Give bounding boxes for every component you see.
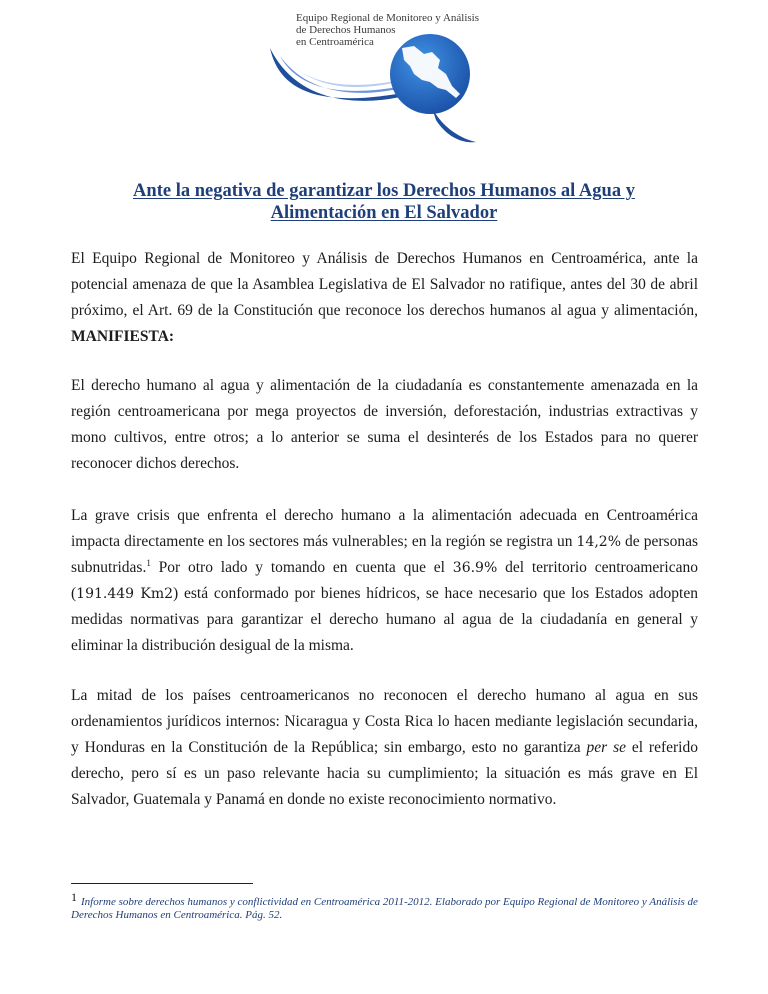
- paragraph-crisis-text-d: del territorio centroamericano (: [71, 559, 698, 602]
- paragraph-crisis-text-c: Por otro lado y tomando en cuenta que el: [150, 559, 453, 576]
- paragraph-legal-text-a: La mitad de los países centroamericanos no reconocen el derecho humano al agua en sus ordenamientos jurídicos internos: Nicaragua y Costa Rica lo hacen mediante legislación secundaria, y Honduras en la Constitución de la República; sin embargo, esto no garantiza: [71, 687, 698, 756]
- footnote-mark: 1: [71, 890, 77, 904]
- paragraph-crisis-text-b: de personas subnutridas.: [71, 533, 698, 576]
- paragraph-crisis-text-e: ) está conformado por bienes hídricos, se hace necesario que los Estados adopten medidas normativas para garantizar el derecho humano al agua de la ciudadanía en general y eliminar la distribución desigual de la misma.: [71, 585, 698, 654]
- water-territory-percentage: 36.9%: [452, 560, 498, 576]
- logo-text-line-3: en Centroamérica: [296, 36, 374, 48]
- footnote-divider: [71, 883, 253, 884]
- footnote-text: Informe sobre derechos humanos y conflictividad en Centroamérica 2011-2012. Elaborado por Equipo Regional de Monitoreo y Análisis de Derechos Humanos en Centroamérica. Pág. 52.: [71, 896, 698, 921]
- logo-text: [296, 12, 536, 48]
- footnote-reference[interactable]: 1: [146, 557, 151, 568]
- footnote: [71, 890, 698, 922]
- paragraph-intro: [71, 246, 698, 350]
- water-territory-area: 191.449 Km2: [76, 586, 174, 602]
- manifiesta-heading: MANIFIESTA:: [71, 328, 175, 345]
- title-line-2: Alimentación en El Salvador: [270, 203, 498, 223]
- paragraph-legal-text-b: el referido derecho, pero sí es un paso relevante hacia su cumplimiento; la situación es más grave en El Salvador, Guatemala y Panamá en donde no existe reconocimiento normativo.: [71, 739, 698, 808]
- logo-text-line-2: de Derechos Humanos: [296, 24, 396, 36]
- logo-q-tail: [432, 108, 476, 142]
- document-title: [70, 180, 698, 224]
- paragraph-intro-text: El Equipo Regional de Monitoreo y Análisis de Derechos Humanos en Centroamérica, ante la potencial amenaza de que la Asamblea Legislativa de El Salvador no ratifique, antes del 30 de abril próximo, el Art. 69 de la Constitución que reconoce los derechos humanos al agua y alimentación,: [71, 250, 698, 319]
- per-se-italic: per se: [586, 739, 626, 756]
- paragraph-threats: El derecho humano al agua y alimentación de la ciudadanía es constantemente amenazada en la región centroamericana por mega proyectos de inversión, deforestación, industrias extractivas y mono cultivos, entre otros; a lo anterior se suma el desinterés de los Estados para no querer reconocer dichos derechos.: [71, 377, 698, 472]
- paragraph-crisis: [71, 503, 698, 659]
- paragraph-crisis-text-a: La grave crisis que enfrenta el derecho humano a la alimentación adecuada en Centroamérica impacta directamente en los sectores más vulnerables; en la región se registra un: [71, 507, 698, 550]
- title-line-1: Ante la negativa de garantizar los Derechos Humanos al Agua y: [133, 181, 635, 201]
- undernourished-percentage: 14,2%: [576, 534, 621, 550]
- paragraph-legal-recognition: [71, 683, 698, 813]
- logo-text-line-1: Equipo Regional de Monitoreo y Análisis: [296, 12, 480, 24]
